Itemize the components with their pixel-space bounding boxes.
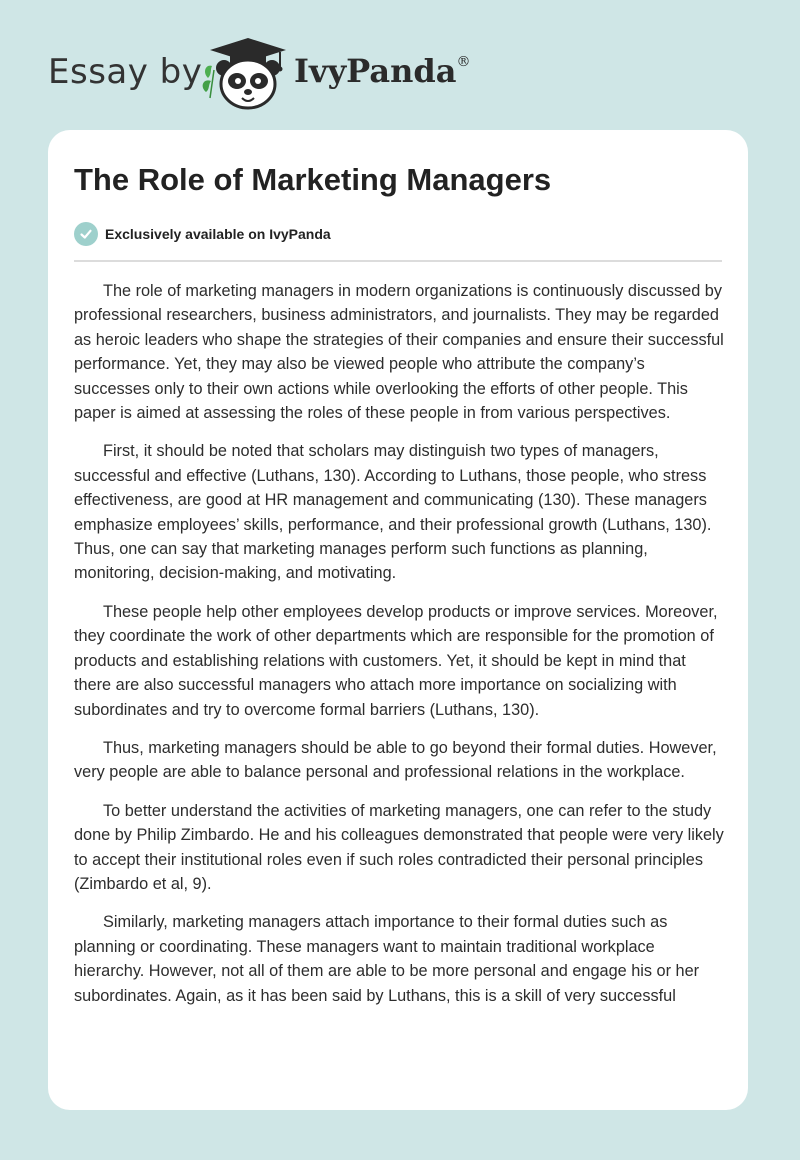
leaf-icon <box>203 66 214 98</box>
trademark-mark: ® <box>456 54 471 71</box>
check-icon <box>74 222 98 246</box>
essay-card <box>48 130 748 1110</box>
paragraph: First, it should be noted that scholars may distinguish two types of managers, successful and effective (Luthans, 130). According to Luthans, those people, who stress effectiveness, are good at HR management and communicating (130). These managers emphasize employees’ skills, performance, and their professional growth (Luthans, 130). Thus, one can say that marketing manages perform such functions as planning, monitoring, decision-making, and motivating. <box>74 442 712 583</box>
panda-graduate-icon[interactable] <box>200 34 296 114</box>
paragraph: Similarly, marketing managers attach importance to their formal duties such as planning or coordinating. These managers want to maintain traditional workplace hierarchy. However, not all of them are able to be more personal and engage his or her subordinates. Again, as it has been said by Luthans, this is a skill of very successful <box>74 913 700 1005</box>
paragraph: The role of marketing managers in modern organizations is continuously discussed by professional researchers, business administrators, and journalists. They may be regarded as heroic leaders who shape the strategies of their companies and ensure their successful performance. Yet, they may also be viewed people who attribute the company’s successes only to their own actions while overlooking the efforts of other people. This paper is aimed at assessing the roles of these people in from various perspectives. <box>74 282 724 423</box>
exclusive-badge-text: Exclusively available on IvyPanda <box>105 226 331 242</box>
divider <box>74 260 722 262</box>
paragraph: To better understand the activities of marketing managers, one can refer to the study done by Philip Zimbardo. He and his colleagues demonstrated that people were very likely to accept their institutional roles even if such roles contradicted their personal principles (Zimbardo et al, 9). <box>74 801 724 893</box>
exclusive-badge <box>74 222 331 246</box>
essay-by-label: Essay by <box>48 52 203 92</box>
site-header <box>0 0 800 130</box>
brand-name[interactable] <box>294 52 470 90</box>
paragraph: Thus, marketing managers should be able to go beyond their formal duties. However, very people are able to balance personal and professional relations in the workplace. <box>74 738 717 782</box>
essay-body <box>74 279 724 1022</box>
paragraph: These people help other employees develop products or improve services. Moreover, they coordinate the work of other departments which are responsible for the promotion of products and establishing relations with customers. Yet, it should be kept in mind that there are also successful managers who attach more importance on socializing with subordinates and try to overcome formal barriers (Luthans, 130). <box>74 602 718 719</box>
page-title: The Role of Marketing Managers <box>74 162 552 197</box>
brand-text: IvyPanda <box>294 52 457 90</box>
